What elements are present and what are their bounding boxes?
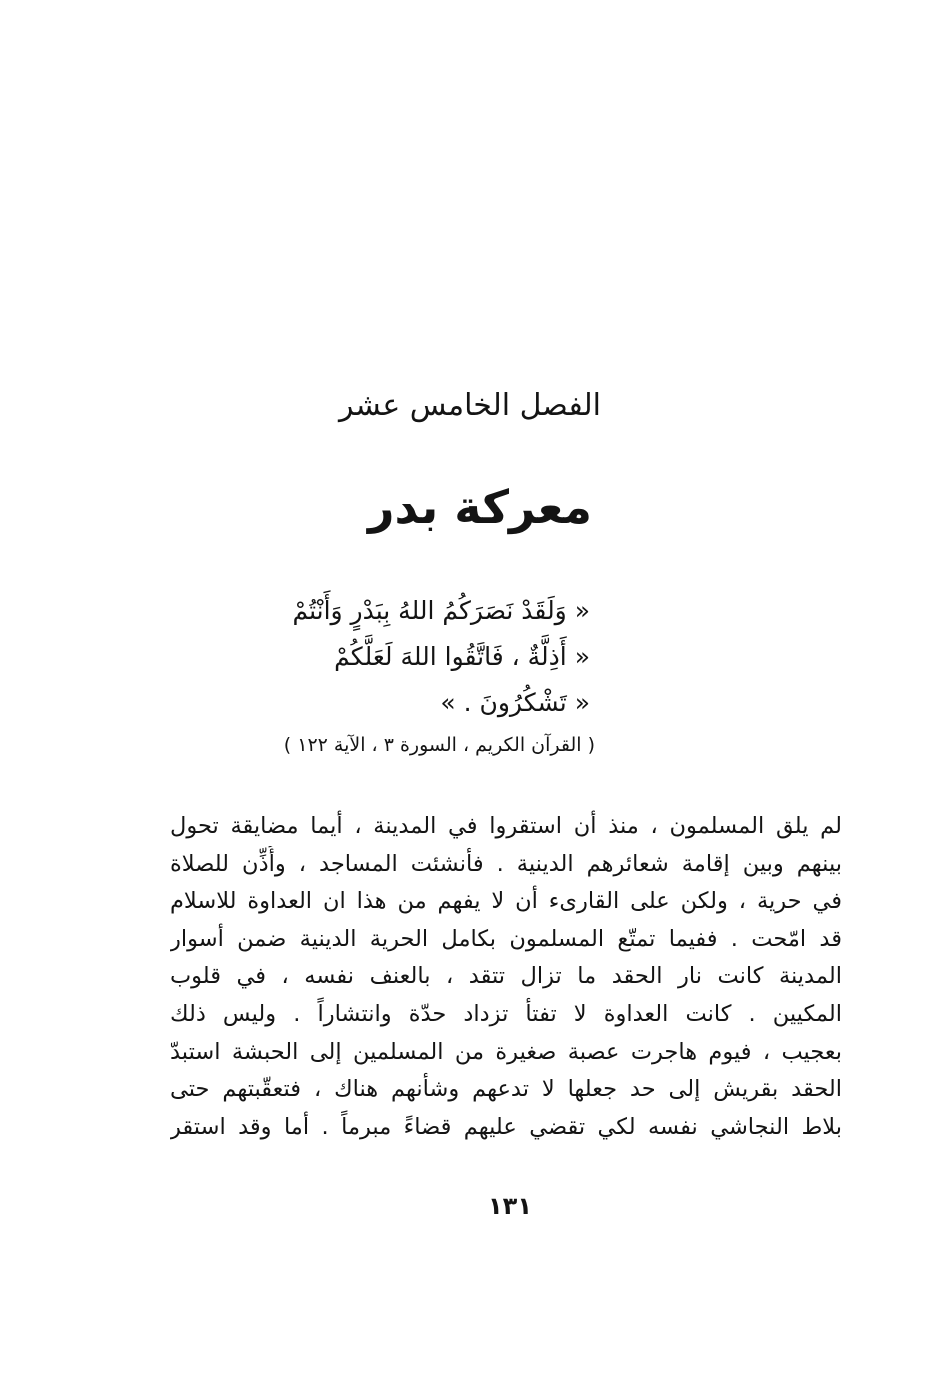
quote-line-1: « وَلَقَدْ نَصَرَكُمُ اللهُ بِبَدْرٍ وَأَنْتُمْ [292, 596, 590, 625]
body-line: المدينة كانت نار الحقد ما تزال تتقد ، بالعنف نفسه ، في قلوب [170, 963, 842, 990]
quran-quote [170, 588, 590, 726]
body-line: بعجيب ، فيوم هاجرت عصبة صغيرة من المسلمين إلى الحبشة استبدّ [170, 1038, 842, 1065]
quote-line-2: « أَذِلَّةٌ ، فَاتَّقُوا اللهَ لَعَلَّكُمْ [334, 642, 590, 671]
body-line: في حرية ، ولكن على القارىء أن لا يفهم من هذا ان العداوة للاسلام [170, 888, 842, 915]
body-line: المكيين . كانت العداوة لا تفتأ تزداد حدّة وانتشاراً . وليس ذلك [170, 1000, 842, 1027]
body-line: قد امّحت . ففيما تمتّع المسلمون بكامل الحرية الدينية ضمن أسوار [170, 925, 842, 952]
page-number: ١٣١ [488, 1192, 532, 1220]
quote-citation: ( القرآن الكريم ، السورة ٣ ، الآية ١٢٢ ) [283, 734, 595, 756]
quote-line-3: « تَشْكُرُونَ . » [440, 688, 590, 717]
body-line: بينهم وبين إقامة شعائرهم الدينية . فأنشئت المساجد ، وأُذِّن للصلاة [170, 850, 842, 877]
body-paragraph [170, 808, 842, 1146]
body-line: الحقد بقريش إلى حد جعلها لا تدعهم وشأنهم هناك ، فتعقّبتهم حتى [170, 1076, 842, 1103]
chapter-title: معركة بدر [367, 480, 593, 534]
chapter-heading: الفصل الخامس عشر [339, 388, 601, 423]
body-line: لم يلق المسلمون ، منذ أن استقروا في المدينة ، أيما مضايقة تحول [170, 813, 842, 839]
body-line: بلاط النجاشي نفسه لكي تقضي عليهم قضاءً مبرماً . أما وقد استقر [170, 1113, 842, 1140]
